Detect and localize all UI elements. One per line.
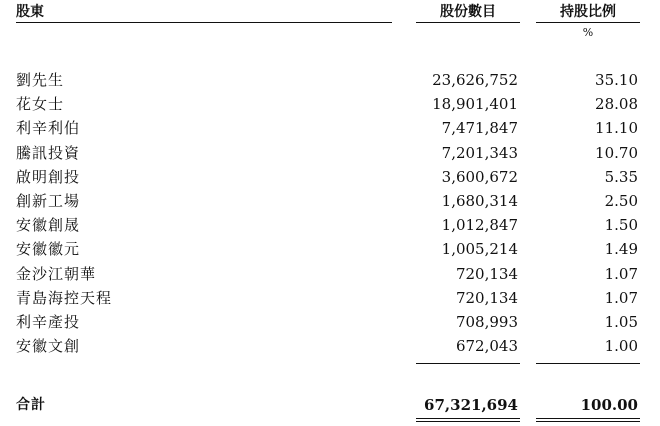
table-row [0, 310, 660, 334]
subtotal-rule-pct [536, 363, 640, 364]
table-row [0, 334, 660, 358]
table-row [0, 68, 660, 92]
header-shares: 股份數目 [440, 4, 496, 20]
total-double-rule-shares-bottom [416, 421, 520, 422]
shareholder-name: 利辛利伯 [16, 119, 81, 138]
shareholder-name: 創新工場 [16, 192, 81, 210]
share-count: 1,012,847 [441, 216, 518, 235]
header-rule-name [16, 22, 392, 23]
table-row [0, 141, 660, 165]
shareholder-name: 劉先生 [16, 71, 65, 89]
total-double-rule-pct-bottom [536, 421, 640, 422]
shareholder-name: 安徽文創 [16, 337, 81, 356]
shareholder-name: 青島海控天程 [16, 288, 113, 307]
header-rule-shares [416, 22, 520, 23]
header-rule-pct [536, 22, 640, 23]
share-count: 720,134 [455, 264, 518, 283]
share-percentage: 1.49 [604, 240, 638, 259]
share-count: 7,201,343 [441, 143, 518, 162]
total-percentage: 100.00 [580, 396, 638, 414]
share-count: 672,043 [455, 337, 518, 356]
share-percentage: 1.07 [604, 264, 638, 283]
shareholder-name: 安徽徽元 [16, 240, 81, 259]
total-double-rule-shares-top [416, 418, 520, 419]
table-row [0, 189, 660, 213]
table-row [0, 286, 660, 310]
share-count: 1,680,314 [441, 192, 518, 210]
share-percentage: 10.70 [595, 143, 638, 162]
share-percentage: 35.10 [595, 71, 638, 89]
share-percentage: 28.08 [595, 95, 638, 114]
total-label: 合計 [16, 397, 46, 413]
table-row [0, 165, 660, 189]
share-percentage: 1.05 [604, 313, 638, 331]
header-percentage: 持股比例 [560, 4, 616, 20]
share-percentage: 1.07 [604, 288, 638, 307]
share-count: 23,626,752 [432, 71, 518, 89]
share-count: 1,005,214 [441, 240, 518, 259]
total-double-rule-pct-top [536, 418, 640, 419]
shareholder-name: 金沙江朝華 [16, 264, 97, 283]
subtotal-rule-shares [416, 363, 520, 364]
table-row [0, 262, 660, 286]
share-count: 708,993 [455, 313, 518, 331]
table-row [0, 213, 660, 237]
share-percentage: 5.35 [604, 167, 638, 186]
share-percentage: 1.00 [604, 337, 638, 356]
table-row [0, 116, 660, 140]
share-count: 18,901,401 [432, 95, 518, 114]
share-count: 720,134 [455, 288, 518, 307]
percent-unit: % [582, 26, 594, 39]
share-count: 7,471,847 [441, 119, 518, 138]
table-row [0, 237, 660, 261]
total-row [0, 393, 660, 417]
shareholder-name: 花女士 [16, 95, 65, 114]
total-shares: 67,321,694 [424, 396, 518, 414]
header-shareholder: 股東 [16, 4, 44, 20]
share-percentage: 2.50 [604, 192, 638, 210]
shareholder-name: 利辛產投 [16, 313, 81, 331]
share-percentage: 1.50 [604, 216, 638, 235]
share-count: 3,600,672 [441, 167, 518, 186]
share-percentage: 11.10 [595, 119, 638, 138]
shareholder-name: 啟明創投 [16, 167, 81, 186]
shareholder-name: 安徽創晟 [16, 216, 81, 235]
table-row [0, 92, 660, 116]
shareholder-name: 騰訊投資 [16, 143, 81, 162]
